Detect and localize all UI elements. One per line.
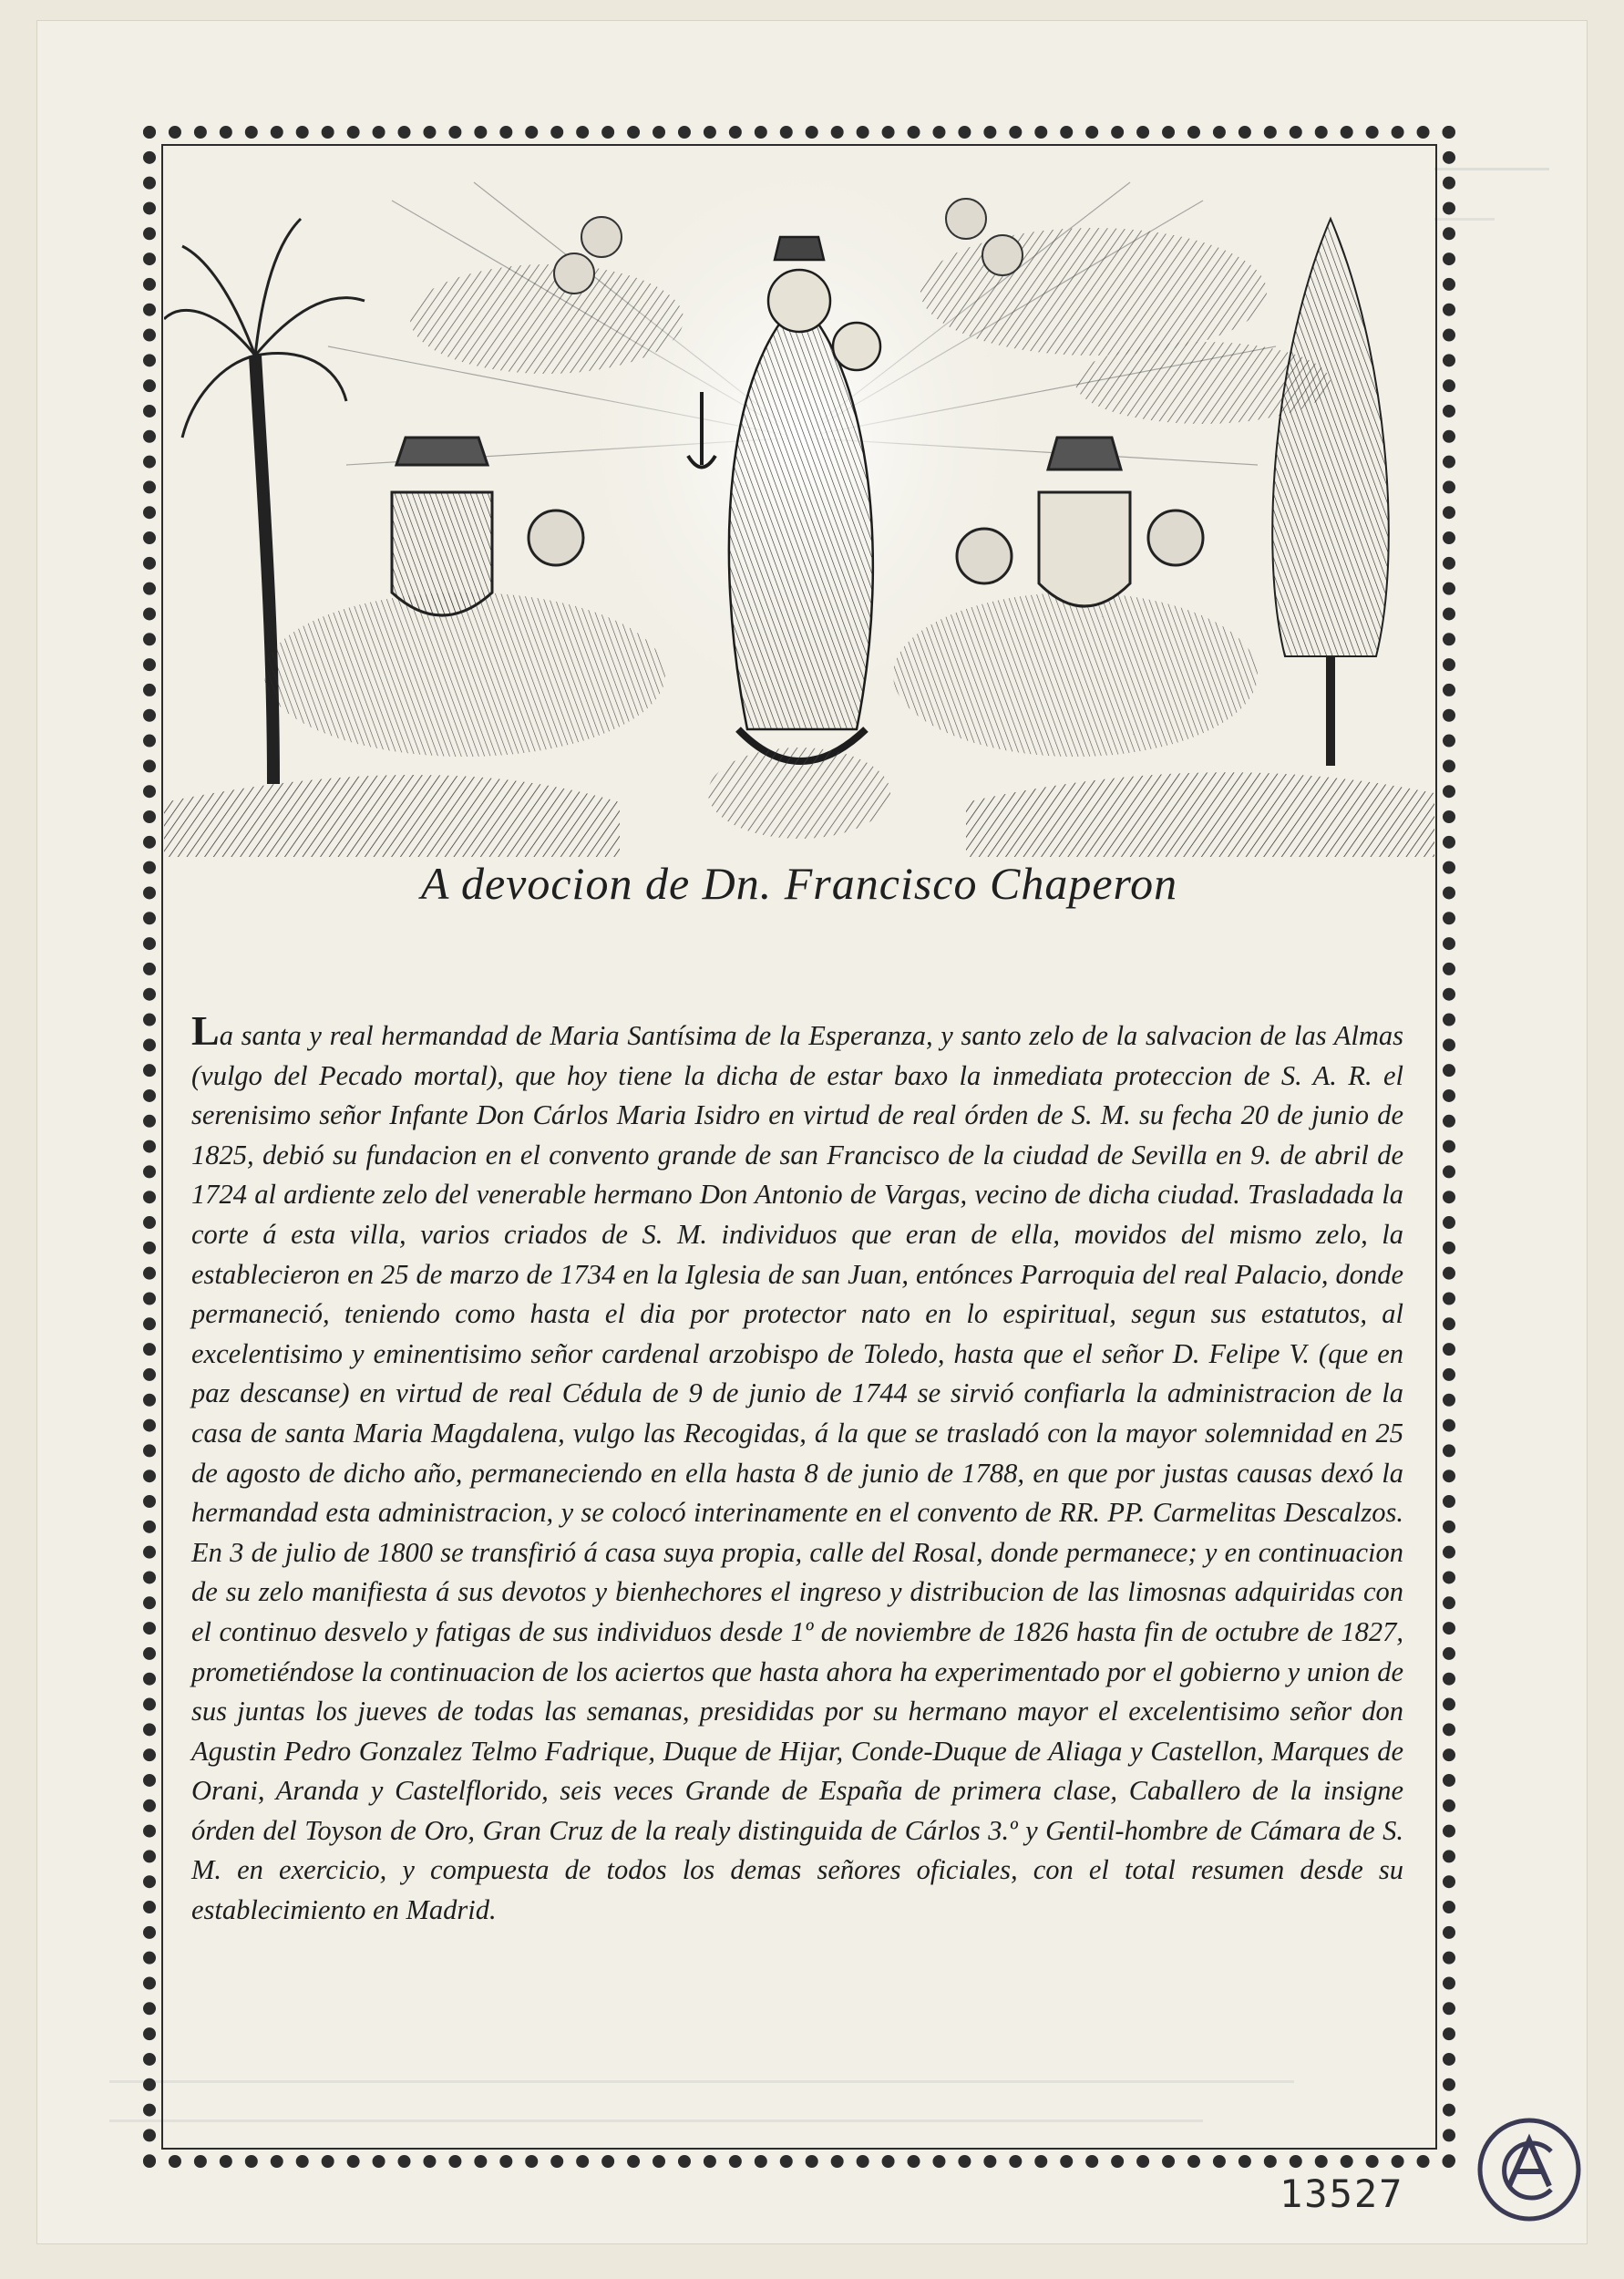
drop-cap: L <box>191 1007 220 1054</box>
catalog-number: 13527 <box>1280 2171 1404 2216</box>
dedication-caption: A devocion de Dn. Francisco Chaperon <box>420 858 1178 909</box>
madonna-engraving <box>164 164 1434 857</box>
main-text-block <box>191 1007 1403 1931</box>
paragraph-text: a santa y real hermandad de Maria Santísima de la Esperanza, y santo zelo de la salvacion de las Almas (vulgo del Pecado mortal), que hoy tiene la dicha de estar baxo la inmediata proteccion de S. A. R. el serenisimo señor Infante Don Cárlos Maria Isidro en virtud de real órden de S. M. su fecha 20 de junio de 1825, debió su fundacion en el convento grande de san Francisco de la ciudad de Sevilla en 9. de abril de 1724 al ardiente zelo del venerable hermano Don Antonio de Vargas, vecino de dicha ciudad. Trasladada la corte á esta villa, varios criados de S. M. individuos que eran de ella, movidos del mismo zelo, la establecieron en 25 de marzo de 1734 en la Iglesia de san Juan, entónces Parroquia del real Palacio, donde permaneció, teniendo como hasta el dia por protector nato en lo espiritual, segun sus estatutos, al excelentisimo y eminentisimo señor cardenal arzobispo de Toledo, hasta que el señor D. Felipe V. (que en paz descanse) en virtud de real Cédula de 9 de junio de 1744 se sirvió confiarla la administracion de la casa de santa Maria Magdalena, vulgo las Recogidas, á la que se trasladó con la mayor solemnidad en 25 de agosto de dicho año, permaneciendo en ella hasta 8 de junio de 1788, en que por justas causas dexó la hermandad esta administracion, y se colocó interinamente en el convento de RR. PP. Carmelitas Descalzos. En 3 de julio de 1800 se transfirió á casa suya propia, calle del Rosal, donde permanece; y en continuacion de su zelo manifiesta á sus devotos y bienhechores el ingreso y distribucion de las limosnas adquiridas con el continuo desvelo y fatigas de sus individuos desde 1º de noviembre de 1826 hasta fin de octubre de 1827, prometiéndose la continuacion de los aciertos que hasta ahora ha experimentado por el gobierno y union de sus juntas los jueves de todas las semanas, presididas por su hermano mayor el excelentisimo señor don Agustin Pedro Gonzalez Telmo Fadrique, Duque de Hijar, Conde-Duque de Aliaga y Castellon, Marques de Orani, Aranda y Castelflorido, seis veces Grande de España de primera clase, Caballero de la insigne órden del Toyson de Oro, Gran Cruz de la realy distinguida de Cárlos 3.º y Gentil-hombre de Cámara de S. M. en exercicio, y compuesta de todos los demas señores oficiales, con el total resumen desde su establecimiento en Madrid. <box>191 1020 1403 1926</box>
collector-stamp <box>1475 2115 1584 2224</box>
main-paragraph <box>191 1007 1403 1931</box>
